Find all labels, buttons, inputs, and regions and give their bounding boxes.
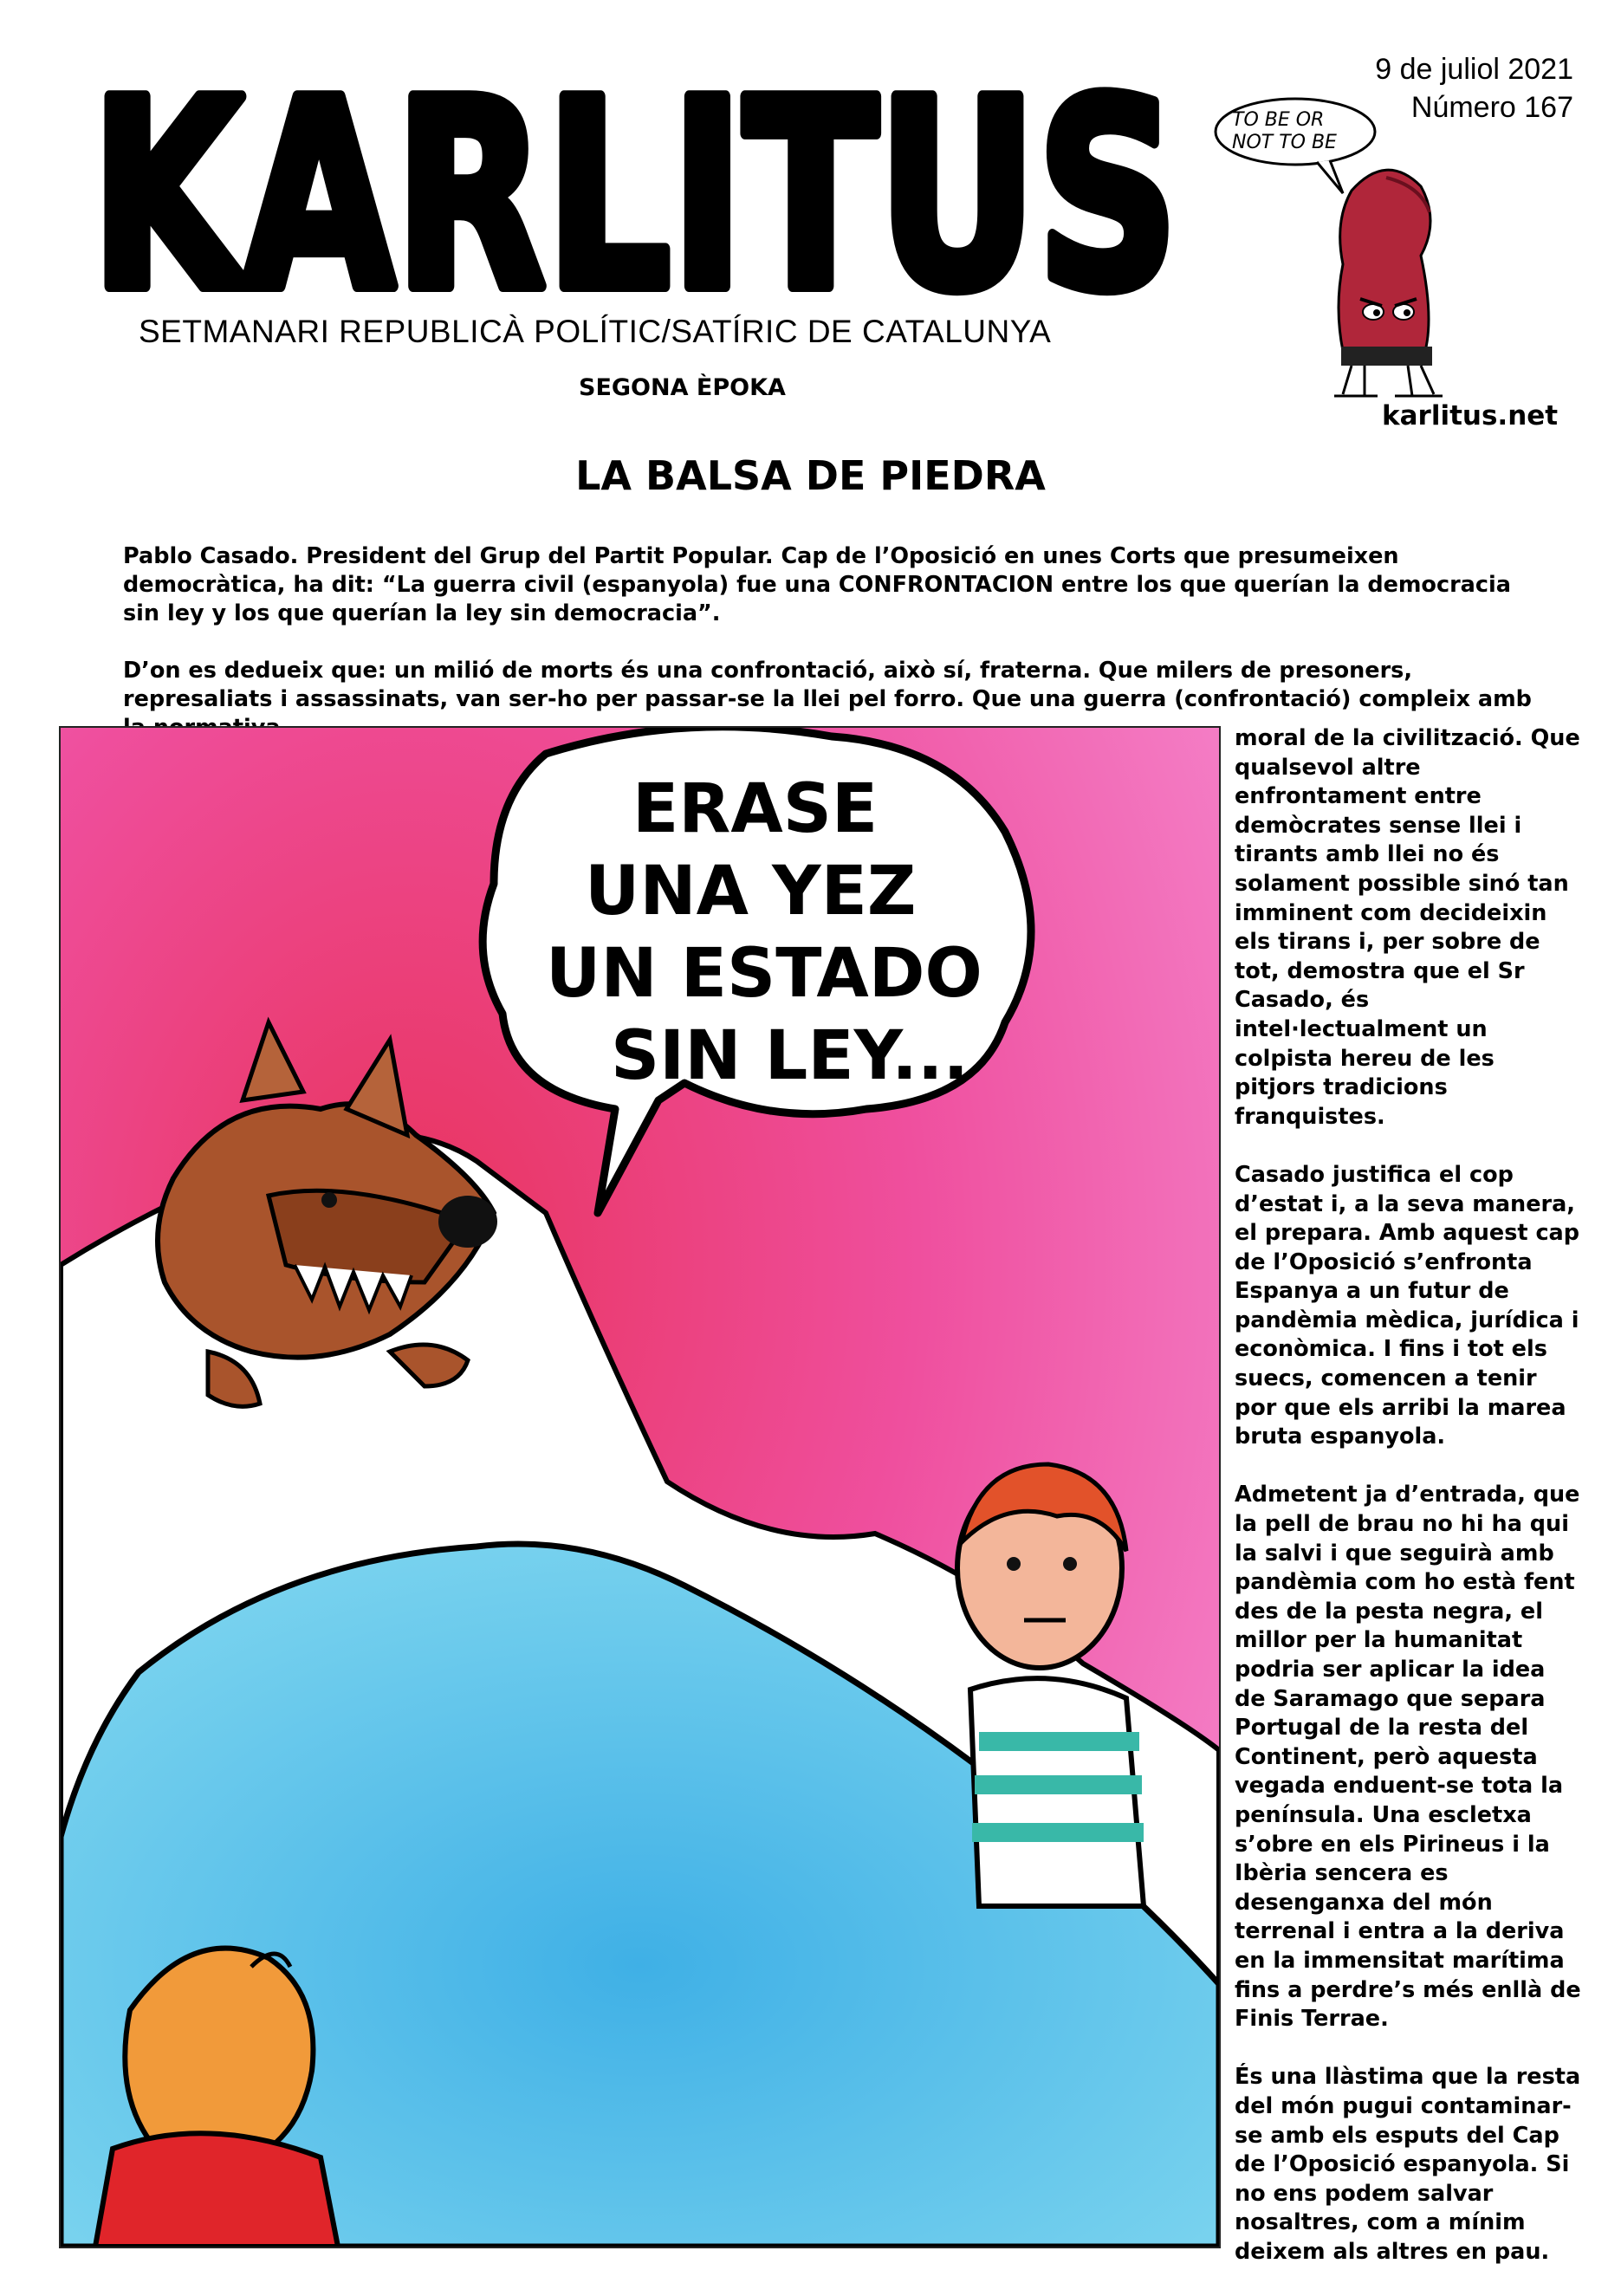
speech-text-2: UNA YEZ bbox=[585, 853, 917, 931]
column-paragraph-4: És una llàstima que la resta del món pugui contaminar-se amb els esputs del Cap de l’Oposició espanyola. Si no ens podem salvar nosaltres, com a mínim deixem als altres en pau. bbox=[1235, 2064, 1581, 2265]
lead-paragraph-1: Pablo Casado. President del Grup del Partit Popular. Cap de l’Oposició en unes Corts que presumeixen democràtica, ha dit: “La guerra civil (espanyola) fue una CONFRONTACION entre los que querían la democracia sin ley y los que querían la ley sin democracia”. bbox=[123, 543, 1511, 626]
masthead-logo bbox=[91, 52, 1183, 303]
mascot-illustration bbox=[1213, 91, 1490, 403]
cartoon-illustration bbox=[59, 726, 1221, 2248]
speech-text-4: SIN LEY... bbox=[611, 1017, 969, 1095]
speech-line-1: TO BE OR bbox=[1232, 109, 1325, 131]
masthead-subtitle: SETMANARI REPUBLICÀ POLÍTIC/SATÍRIC DE CATALUNYA bbox=[139, 314, 1052, 349]
column-paragraph-1: moral de la civilització. Que qualsevol altre enfrontament entre demòcrates sense llei i tirants amb llei no és solament possible sinó tan imminent com decideixin els tirans i, per sobre de tot, demostra que el Sr Casado, és intel·lectualment un colpista hereu de les pitjors tradicions franquistes. bbox=[1235, 725, 1580, 1130]
article-column bbox=[1235, 724, 1581, 2296]
speech-text-3: UN ESTADO bbox=[546, 935, 982, 1013]
article-title: LA BALSA DE PIEDRA bbox=[575, 452, 1046, 499]
speech-balloon bbox=[1216, 99, 1375, 193]
masthead-epoch: SEGONA ÈPOKA bbox=[579, 374, 786, 401]
issue-date: 9 de juliol 2021 bbox=[1375, 53, 1573, 86]
speech-text-1: ERASE bbox=[632, 770, 879, 848]
website-label: karlitus.net bbox=[1382, 400, 1559, 431]
column-paragraph-2: Casado justifica el cop d’estat i, a la seva manera, el prepara. Amb aquest cap de l’Oposició s’enfronta Espanya a un futur de pandèmia mèdica, jurídica i econòmica. I fins i tot els suecs, comencen a tenir por que els arribi la marea bruta espanyola. bbox=[1235, 1161, 1580, 1450]
issue-number: Número 167 bbox=[1410, 91, 1573, 124]
column-paragraph-3: Admetent ja d’entrada, que la pell de brau no hi ha qui la salvi i que seguirà amb pandèmia com ho està fent des de la pesta negra, el millor per la humanitat podria ser aplicar la idea de Saramago que separa Portugal de la resta del Continent, però aquesta vegada enduent-se tota la península. Una escletxa s’obre en els Pirineus i la Ibèria sencera es desenganxa del món terrenal i entra a la deriva en la immensitat marítima fins a perdre’s més enllà de Finis Terrae. bbox=[1235, 1482, 1581, 2033]
hooded-figure bbox=[1334, 170, 1443, 396]
lead-paragraph-2: D’on es dedueix que: un milió de morts és una confrontació, això sí, fraterna. Que milers de presoners, represaliats i assassinats, van ser-ho per passar-se la llei pel forro. Que una guerra (confrontació) compleix amb bbox=[123, 658, 1532, 712]
speech-line-2: NOT TO BE bbox=[1232, 132, 1337, 153]
logo-text: KARLITUS bbox=[91, 52, 1178, 303]
